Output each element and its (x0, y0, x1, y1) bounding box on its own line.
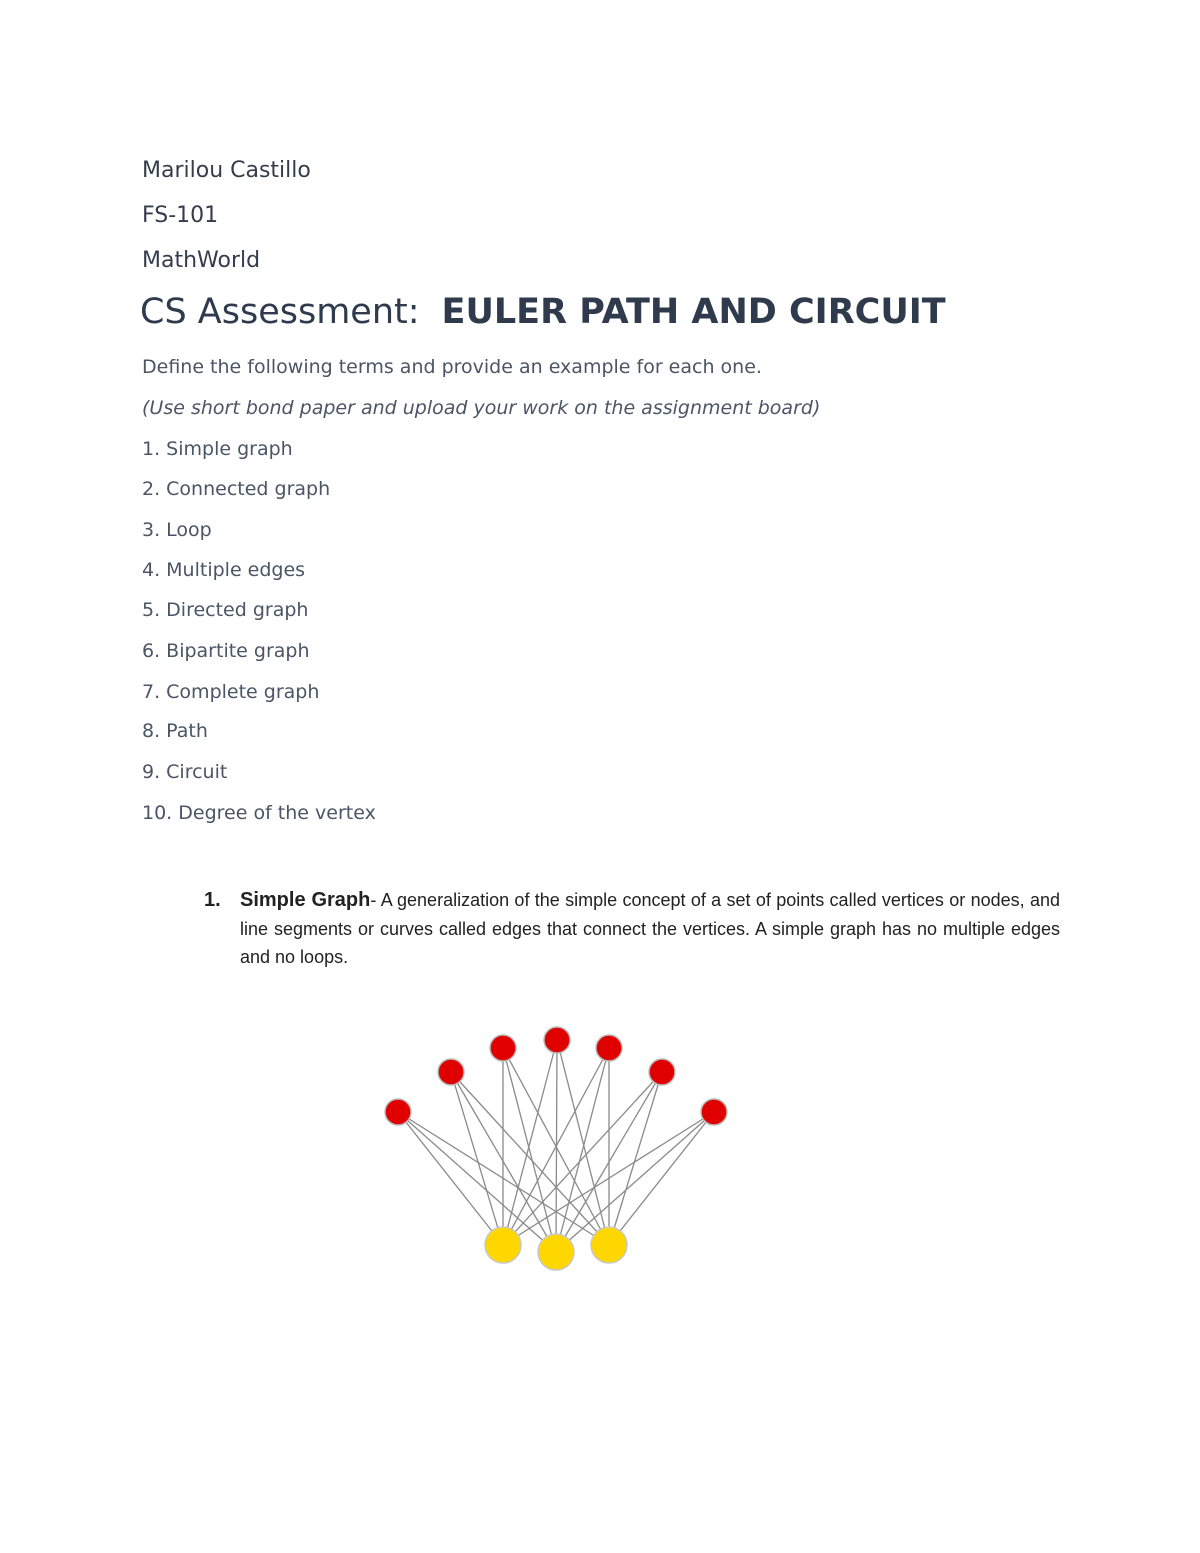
graph-edge (609, 1112, 714, 1245)
graph-edge (398, 1112, 503, 1245)
graph-vertex-red (385, 1099, 411, 1125)
graph-vertex-red (701, 1099, 727, 1125)
graph-edge (503, 1048, 556, 1252)
term-item: 6. Bipartite graph (142, 640, 310, 662)
page-title (140, 292, 946, 332)
course-code: FS-101 (142, 203, 219, 228)
definition-simple-graph (204, 886, 1060, 972)
graph-vertex-red (490, 1035, 516, 1061)
term-item: 8. Path (142, 720, 208, 742)
term-item: 7. Complete graph (142, 681, 320, 703)
definition-term: Simple Graph (240, 889, 371, 911)
graph-vertex-red (544, 1027, 570, 1053)
graph-edge (557, 1040, 609, 1245)
term-item: 10. Degree of the vertex (142, 802, 376, 824)
graph-vertex-yellow (591, 1227, 627, 1263)
graph-vertex-red (649, 1059, 675, 1085)
term-item: 5. Directed graph (142, 599, 309, 621)
definition-text: - A generalization of the simple concept of a set of points called vertices or nodes, and line segments or curves called edges that connect the vertices. A simple graph has no multiple edges and no loops. (240, 890, 1060, 967)
term-item: 4. Multiple edges (142, 559, 306, 581)
definition-number: 1. (204, 889, 221, 911)
graph-vertex-yellow (485, 1227, 521, 1263)
graph-vertex-red (596, 1035, 622, 1061)
title-main: EULER PATH AND CIRCUIT (441, 292, 946, 332)
bipartite-graph-figure (370, 1015, 750, 1285)
graph-edge (609, 1072, 662, 1245)
term-item: 2. Connected graph (142, 478, 331, 500)
graph-edge (503, 1040, 557, 1245)
definition-body (240, 886, 1060, 972)
graph-vertex-yellow (538, 1234, 574, 1270)
graph-edge (556, 1048, 609, 1252)
instructions-note: (Use short bond paper and upload your work on the assignment board) (142, 397, 821, 419)
graph-edge (451, 1072, 503, 1245)
term-item: 1. Simple graph (142, 438, 293, 460)
title-prefix: CS Assessment: (140, 292, 420, 332)
graph-vertex-red (438, 1059, 464, 1085)
subject-name: MathWorld (142, 248, 261, 273)
term-item: 9. Circuit (142, 761, 228, 783)
term-item: 3. Loop (142, 519, 212, 541)
student-name: Marilou Castillo (142, 158, 311, 183)
graph-edge (556, 1112, 714, 1252)
instructions-text: Define the following terms and provide an example for each one. (142, 356, 762, 378)
